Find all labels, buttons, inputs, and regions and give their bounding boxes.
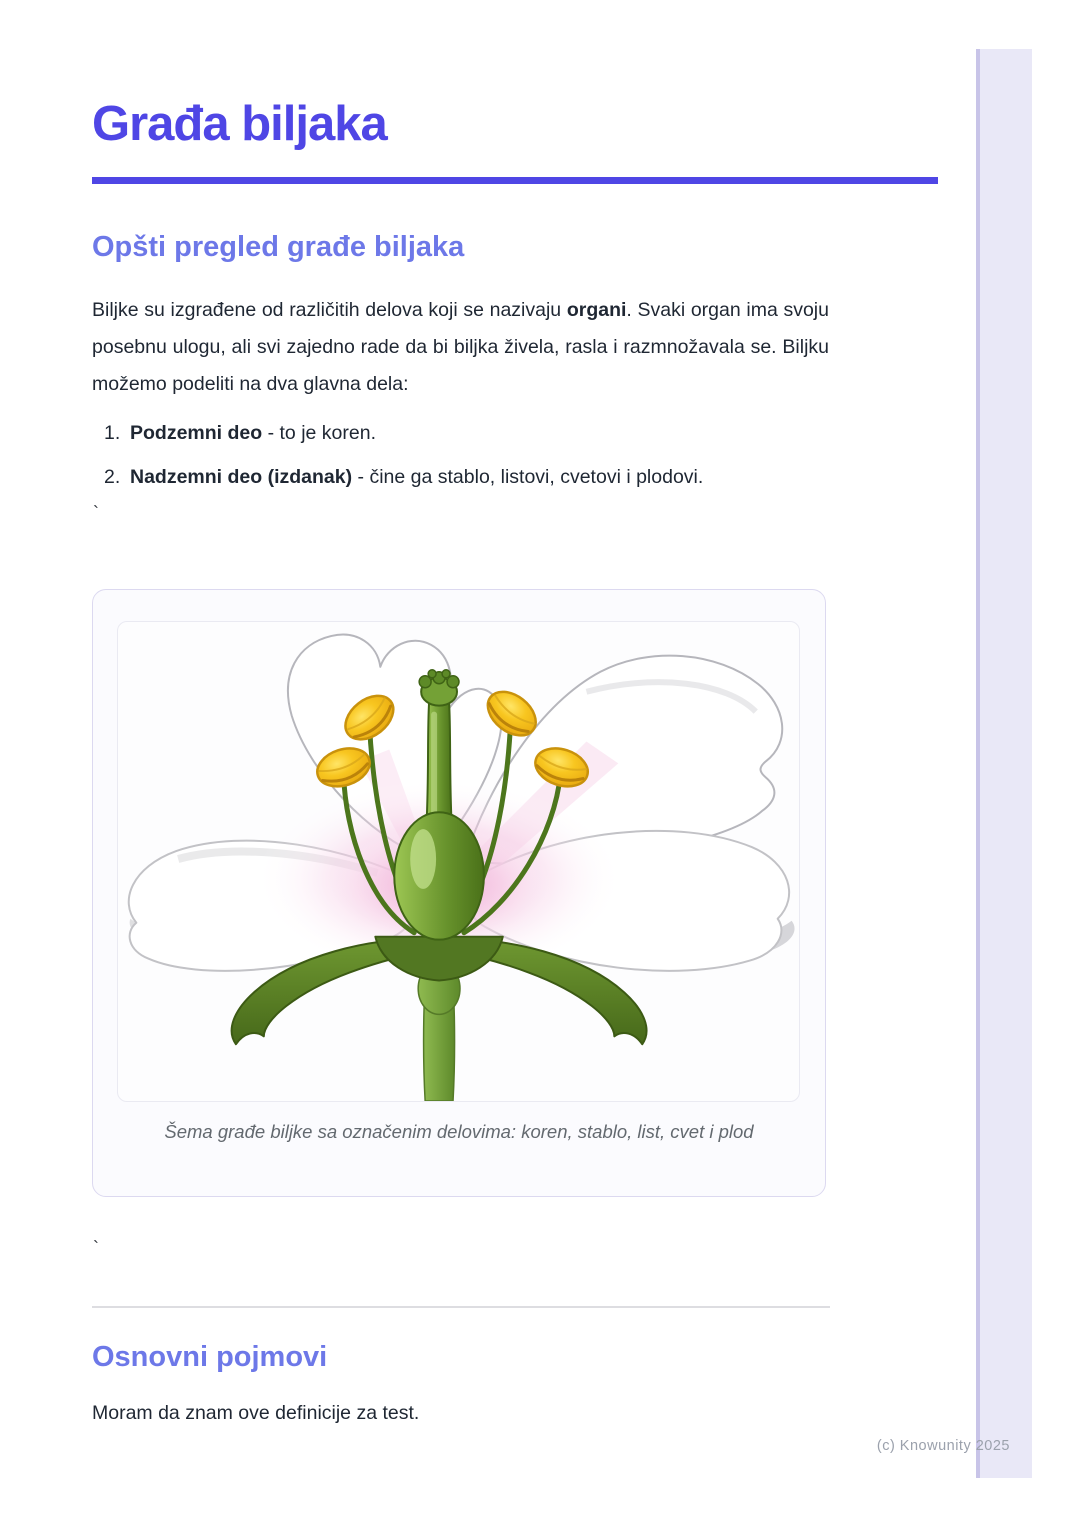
list-item <box>104 420 828 446</box>
list-item-description: - to je koren. <box>262 422 376 444</box>
stray-backtick-character: ` <box>93 1238 99 1258</box>
figure-caption: Šema građe biljke sa označenim delovima: koren, stablo, list, cvet i plod <box>164 1121 754 1142</box>
figure-card <box>92 589 826 1197</box>
list-item-term: Nadzemni deo (izdanak) <box>130 466 353 488</box>
intro-bold-term: organi <box>566 299 627 321</box>
basics-paragraph: Moram da znam ove definicije za test. <box>92 1402 420 1424</box>
intro-text-part1: Biljke su izgrađene od različitih delova koji se nazivaju <box>92 299 567 321</box>
list-item-number: 1. <box>104 422 121 444</box>
flower-cross-section-illustration <box>118 622 799 1101</box>
title-underline-rule <box>92 177 938 184</box>
list-item <box>104 464 828 490</box>
copyright-footer: (c) Knowunity 2025 <box>876 1438 1010 1454</box>
list-item-term: Podzemni deo <box>130 422 263 444</box>
page-edge-decoration-bar <box>976 49 1032 1478</box>
section-heading-basics: Osnovni pojmovi <box>92 1341 328 1373</box>
list-item-text <box>130 464 703 490</box>
page-title: Građa biljaka <box>92 97 387 151</box>
section-heading-overview: Opšti pregled građe biljaka <box>92 231 465 263</box>
list-item-number: 2. <box>104 466 121 488</box>
section-divider <box>92 1306 830 1308</box>
plant-parts-list <box>104 420 828 508</box>
flower-cross-section-image <box>117 621 800 1102</box>
list-item-text <box>130 420 376 446</box>
list-item-description: - čine ga stablo, listovi, cvetovi i plodovi. <box>352 466 704 488</box>
intro-paragraph <box>92 292 829 403</box>
intro-text-part2: . Svaki organ ima svoju posebnu ulogu, ali svi zajedno rade da bi biljka živela, rasla i razmnožavala se. Biljku možemo podeliti na dva glavna dela: <box>92 299 829 395</box>
stray-backtick-character: ` <box>93 503 99 523</box>
